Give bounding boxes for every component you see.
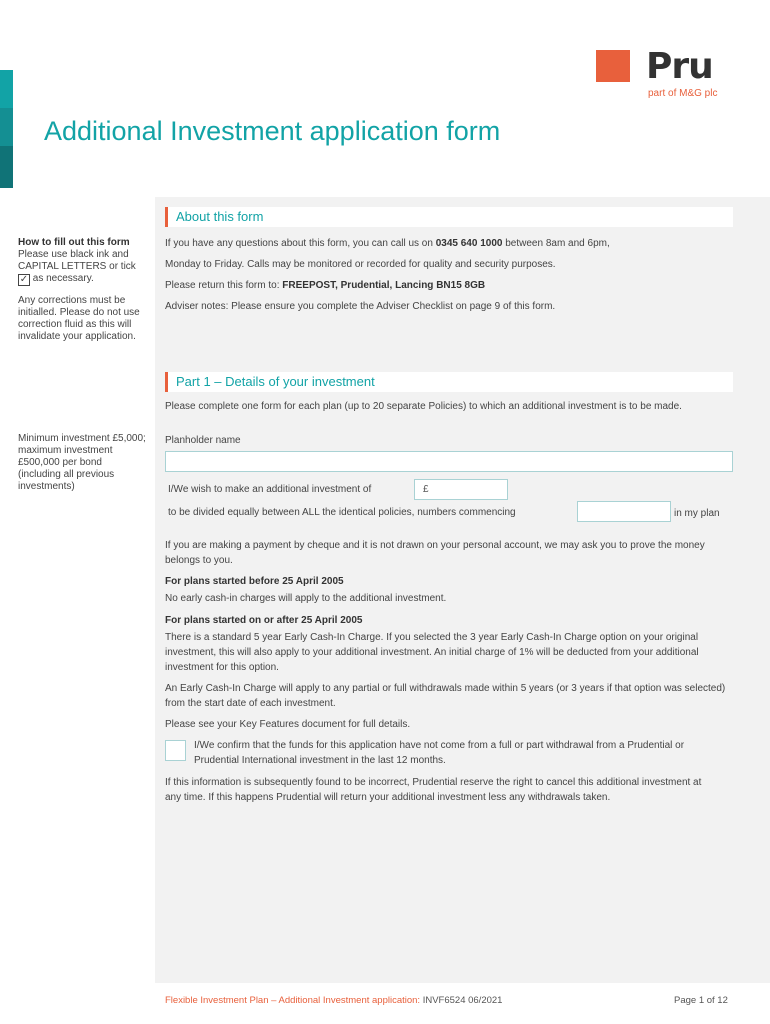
cheque-note: If you are making a payment by cheque and it is not drawn on your personal account, we may ask you to prove the money belongs to you. — [165, 540, 705, 566]
return-address-line — [165, 278, 735, 293]
logo-name: Pru — [646, 46, 713, 87]
planholder-label: Planholder name — [165, 435, 241, 446]
intro-text: Please complete one form for each plan (up to 20 separate Policies) to which an additional investment is to be made. — [165, 401, 682, 412]
decorative-side-bar — [0, 70, 13, 188]
corrections-note: Any corrections must be initialled. Please do not use correction fluid as this will invalidate your application. — [18, 295, 140, 342]
before-2005-heading — [165, 574, 735, 589]
ecic-text: An Early Cash-In Charge will apply to any partial or full withdrawals made within 5 years (or 3 years if that option was selected) from the start date of each investment. — [165, 683, 726, 709]
how-to-heading: How to fill out this form — [18, 237, 130, 248]
adviser-note: Adviser notes: Please ensure you complete the Adviser Checklist on page 9 of this form. — [165, 301, 556, 312]
logo-subtitle: part of M&G plc — [648, 88, 718, 99]
investment-amount-field[interactable] — [414, 479, 508, 500]
footer-product-name: Flexible Investment Plan – Additional Investment application: — [165, 995, 421, 1006]
monitoring-line: Monday to Friday. Calls may be monitored or recorded for quality and security purposes. — [165, 259, 556, 270]
section-heading-text: Part 1 – Details of your investment — [176, 374, 375, 389]
key-features-note: Please see your Key Features document for full details. — [165, 719, 411, 730]
how-to-text: Please use black ink and CAPITAL LETTERS or tick — [18, 249, 136, 272]
investment-amount-label: I/We wish to make an additional investment of — [168, 484, 372, 495]
contact-line — [165, 236, 735, 251]
return-label: Please return this form to: — [165, 280, 283, 291]
contact-text: If you have any questions about this form, you can call us on — [165, 238, 436, 249]
policy-number-label: to be divided equally between ALL the identical policies, numbers commencing — [168, 507, 516, 518]
funds-confirmation-checkbox[interactable] — [165, 740, 186, 761]
before-2005-text: No early cash-in charges will apply to the additional investment. — [165, 593, 447, 604]
side-bar-segment — [0, 108, 13, 146]
form-panel — [155, 197, 770, 983]
footer-product — [165, 995, 502, 1006]
how-to-text-end: as necessary. — [32, 273, 94, 284]
funds-confirmation-text: I/We confirm that the funds for this application have not come from a full or part withdrawal from a Prudential or Prudential International investment in the last 12 months. — [194, 740, 685, 766]
section-heading-part1 — [165, 372, 733, 392]
page-title: Additional Investment application form — [44, 116, 501, 146]
section-heading-text: About this form — [176, 209, 264, 224]
before-2005-heading-text: For plans started before 25 April 2005 — [165, 576, 344, 587]
after-2005-heading — [165, 613, 735, 628]
logo-square-icon — [596, 50, 630, 82]
policy-number-field[interactable] — [577, 501, 671, 522]
contact-hours: between 8am and 6pm, — [502, 238, 610, 249]
phone-number: 0345 640 1000 — [435, 238, 503, 249]
return-address: FREEPOST, Prudential, Lancing BN15 8GB — [282, 280, 486, 291]
cancellation-note: If this information is subsequently found to be incorrect, Prudential reserve the right to cancel this additional investment at any time. If this happens Prudential will return your additional investment less any withdrawals taken. — [165, 777, 702, 803]
how-to-fill-note — [18, 237, 146, 286]
side-bar-segment — [0, 70, 13, 108]
minimum-investment-note: Minimum investment £5,000; maximum investment £500,000 per bond (including all previous investments) — [18, 433, 146, 492]
section-marker — [165, 372, 168, 392]
tick-example-icon: ✓ — [19, 274, 29, 285]
section-heading-about — [165, 207, 733, 227]
after-2005-text: There is a standard 5 year Early Cash-In Charge. If you selected the 3 year Early Cash-In Charge option on your original investment, this will also apply to your additional investment. An initial charge of 1% will be deducted from your additional investment for this option. — [165, 632, 699, 673]
pru-logo — [596, 46, 726, 102]
after-2005-heading-text: For plans started on or after 25 April 2005 — [165, 615, 363, 626]
footer-form-code: INVF6524 06/2021 — [420, 995, 503, 1006]
planholder-name-field[interactable] — [165, 451, 733, 472]
currency-symbol: £ — [423, 484, 429, 495]
section-marker — [165, 207, 168, 227]
side-bar-segment — [0, 146, 13, 188]
in-my-plan-label: in my plan — [674, 508, 720, 519]
page-number: Page 1 of 12 — [674, 995, 728, 1006]
